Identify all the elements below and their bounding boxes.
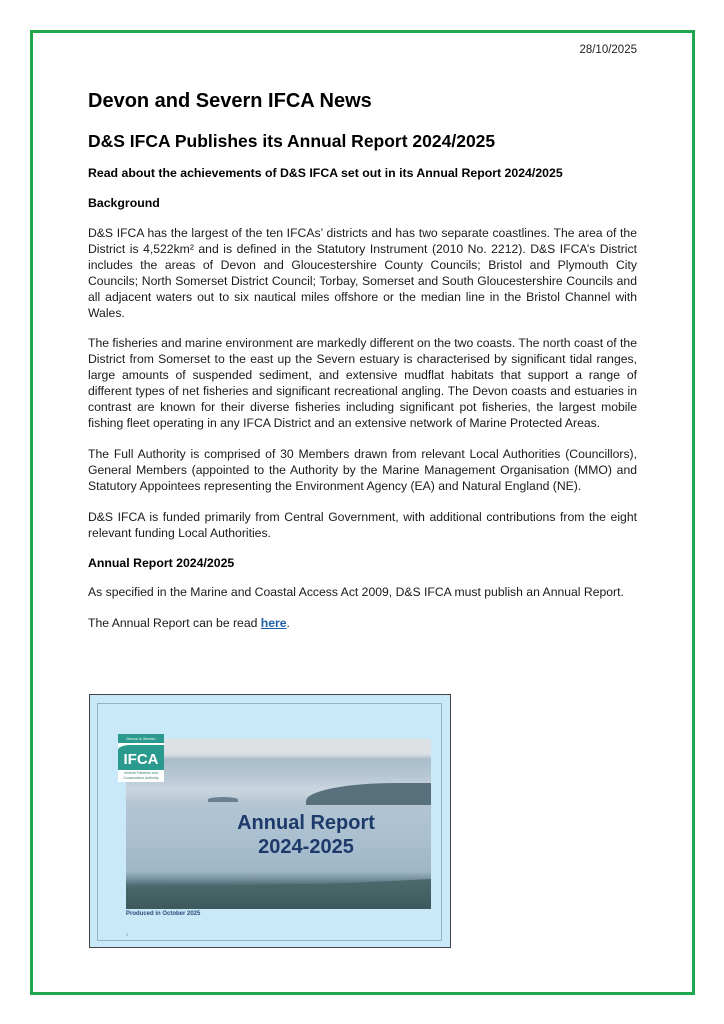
background-paragraph-4: D&S IFCA is funded primarily from Central Government, with additional contributions from the eight relevant funding Local Authorities. [88, 509, 637, 540]
cover-title-line1: Annual Report [237, 812, 375, 834]
read-prefix: The Annual Report can be read [88, 616, 261, 631]
cover-photo [126, 739, 431, 909]
newsletter-title: Devon and Severn IFCA News [88, 90, 372, 112]
article-subheadline: Read about the achievements of D&S IFCA set out in its Annual Report 2024/2025 [88, 166, 563, 180]
read-suffix: . [286, 616, 290, 631]
article-headline: D&S IFCA Publishes its Annual Report 2024/2025 [88, 131, 496, 151]
annual-report-link-line [88, 616, 637, 632]
headland-shape [306, 783, 431, 805]
cover-title-line2: 2024-2025 [258, 836, 354, 858]
ifca-logo [118, 734, 164, 782]
background-heading: Background [88, 196, 160, 210]
logo-main-text: IFCA [118, 745, 164, 770]
foreground-land-shape [126, 879, 431, 909]
annual-report-cover-image[interactable] [89, 694, 451, 948]
cover-produced-date: Produced in October 2025 [126, 911, 201, 917]
annual-report-link[interactable]: here [260, 616, 287, 631]
logo-sub-text: Inshore Fisheries and Conservation Authority [123, 771, 159, 780]
background-paragraph-1: D&S IFCA has the largest of the ten IFCAs’ districts and has two separate coastlines. The area of the District is 4,522km² and is defined in the Statutory Instrument (2010 No. 2212). D&S IFCA’s District includes the areas of Devon and Gloucestershire County Councils; Bristol and Plymouth City Councils; North Somerset District Council; Torbay, Somerset and South Gloucestershire Councils and all adjacent waters out to six nautical miles offshore or the median line in the Bristol Channel with Wales. [88, 226, 637, 320]
background-paragraph-2: The fisheries and marine environment are markedly different on the two coasts. The north coast of the District from Somerset to the east up the Severn estuary is characterised by significant tidal ranges, large amounts of suspended sediment, and extensive mudflat habitats that support a range of different types of net fisheries and significant recreational angling. The Devon coasts and estuaries in contrast are known for their diverse fisheries including significant pot fisheries, the largest mobile fishing fleet operating in any IFCA District and an extensive network of Marine Protected Areas. [88, 336, 637, 430]
logo-top-text: Devon & Severn [118, 734, 164, 743]
cover-title [186, 811, 426, 859]
annual-report-paragraph: As specified in the Marine and Coastal Access Act 2009, D&S IFCA must publish an Annual Report. [88, 585, 624, 600]
cover-page-number: 1 [126, 932, 129, 937]
cover-inner-border [97, 703, 442, 941]
background-paragraph-3: The Full Authority is comprised of 30 Members drawn from relevant Local Authorities (Councillors), General Members (appointed to the Authority by the Marine Management Organisation (MMO) and Statutory Appointees representing the Environment Agency (EA) and Natural England (NE). [88, 446, 637, 493]
annual-report-heading: Annual Report 2024/2025 [88, 556, 235, 571]
publication-date: 28/10/2025 [579, 44, 637, 56]
islet-shape [208, 797, 238, 802]
article [88, 88, 637, 632]
